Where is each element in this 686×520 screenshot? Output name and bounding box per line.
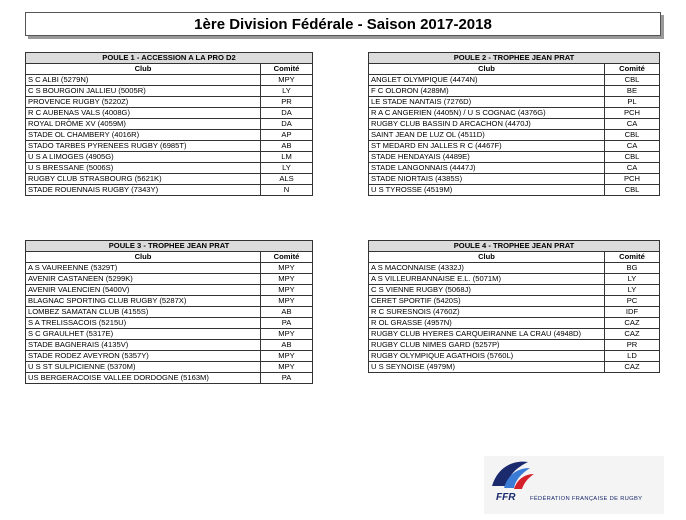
table-row <box>369 340 660 351</box>
table-row <box>26 185 313 196</box>
club-cell: S C ALBI (5279N) <box>26 75 261 86</box>
table-row <box>369 86 660 97</box>
table-row <box>369 119 660 130</box>
club-cell: PROVENCE RUGBY (5220Z) <box>26 97 261 108</box>
comite-cell: AP <box>261 130 313 141</box>
table-row <box>26 163 313 174</box>
ffr-logo-text: FÉDÉRATION FRANÇAISE DE RUGBY <box>530 496 643 502</box>
comite-cell: N <box>261 185 313 196</box>
comite-cell: LD <box>605 351 660 362</box>
table-row <box>369 329 660 340</box>
column-header-comite: Comité <box>605 252 660 263</box>
table-row <box>26 141 313 152</box>
club-cell: BLAGNAC SPORTING CLUB RUGBY (5287X) <box>26 296 261 307</box>
table-row <box>369 296 660 307</box>
club-cell: STADE BAGNERAIS (4135V) <box>26 340 261 351</box>
comite-cell: PA <box>261 318 313 329</box>
comite-cell: MPY <box>261 329 313 340</box>
comite-cell: CAZ <box>605 318 660 329</box>
table-row <box>369 307 660 318</box>
table-row <box>369 141 660 152</box>
table-row <box>369 174 660 185</box>
club-cell: R OL GRASSE (4957N) <box>369 318 605 329</box>
comite-cell: LY <box>261 86 313 97</box>
club-cell: RUGBY CLUB HYERES CARQUEIRANNE LA CRAU (4948D) <box>369 329 605 340</box>
table-row <box>369 163 660 174</box>
table-row <box>369 362 660 373</box>
table-row <box>26 329 313 340</box>
table-row <box>26 285 313 296</box>
comite-cell: MPY <box>261 285 313 296</box>
table-row <box>26 263 313 274</box>
comite-cell: MPY <box>261 296 313 307</box>
club-cell: RUGBY CLUB BASSIN D ARCACHON (4470J) <box>369 119 605 130</box>
club-cell: U S A LIMOGES (4905G) <box>26 152 261 163</box>
table-row <box>369 185 660 196</box>
comite-cell: DA <box>261 108 313 119</box>
club-cell: CERET SPORTIF (5420S) <box>369 296 605 307</box>
club-cell: A S VILLEURBANNAISE E.L. (5071M) <box>369 274 605 285</box>
page-title: 1ère Division Fédérale - Saison 2017-2018 <box>25 12 661 36</box>
club-cell: STADE RODEZ AVEYRON (5357Y) <box>26 351 261 362</box>
ffr-rooster-logo-icon <box>484 456 544 496</box>
comite-cell: IDF <box>605 307 660 318</box>
club-cell: US BERGERACOISE VALLEE DORDOGNE (5163M) <box>26 373 261 384</box>
club-cell: A S MACONNAISE (4332J) <box>369 263 605 274</box>
club-cell: STADO TARBES PYRENEES RUGBY (6985T) <box>26 141 261 152</box>
club-cell: AVENIR VALENCIEN (5400V) <box>26 285 261 296</box>
table-row <box>26 86 313 97</box>
club-cell: ROYAL DRÔME XV (4059M) <box>26 119 261 130</box>
comite-cell: MPY <box>261 263 313 274</box>
club-cell: RUGBY CLUB NIMES GARD (5257P) <box>369 340 605 351</box>
club-cell: S C GRAULHET (5317E) <box>26 329 261 340</box>
club-cell: R A C ANGERIEN (4405N) / U S COGNAC (4376G) <box>369 108 605 119</box>
table-row <box>369 263 660 274</box>
table-row <box>369 97 660 108</box>
table-row <box>369 75 660 86</box>
comite-cell: LM <box>261 152 313 163</box>
comite-cell: MPY <box>261 75 313 86</box>
club-cell: AVENIR CASTANEEN (5299K) <box>26 274 261 285</box>
table-row <box>26 97 313 108</box>
club-cell: RUGBY OLYMPIQUE AGATHOIS (5760L) <box>369 351 605 362</box>
comite-cell: CA <box>605 119 660 130</box>
club-cell: A S VAUREENNE (5329T) <box>26 263 261 274</box>
column-header-club: Club <box>26 252 261 263</box>
table-row <box>26 296 313 307</box>
comite-cell: AB <box>261 340 313 351</box>
table-row <box>26 373 313 384</box>
club-cell: R C SURESNOIS (4760Z) <box>369 307 605 318</box>
table-row <box>26 152 313 163</box>
comite-cell: CBL <box>605 185 660 196</box>
column-header-comite: Comité <box>605 64 660 75</box>
poule-3-table <box>25 240 313 384</box>
comite-cell: CAZ <box>605 362 660 373</box>
poule-title: POULE 2 - TROPHEE JEAN PRAT <box>369 53 660 64</box>
table-row <box>369 274 660 285</box>
club-cell: S A TRELISSACOIS (5215U) <box>26 318 261 329</box>
comite-cell: MPY <box>261 362 313 373</box>
club-cell: R C AUBENAS VALS (4008G) <box>26 108 261 119</box>
club-cell: LE STADE NANTAIS (7276D) <box>369 97 605 108</box>
comite-cell: PCH <box>605 174 660 185</box>
club-cell: STADE NIORTAIS (4385S) <box>369 174 605 185</box>
club-cell: STADE OL CHAMBERY (4016R) <box>26 130 261 141</box>
table-row <box>26 307 313 318</box>
table-row <box>26 318 313 329</box>
club-cell: ANGLET OLYMPIQUE (4474N) <box>369 75 605 86</box>
table-row <box>369 351 660 362</box>
ffr-logo <box>484 456 664 514</box>
table-row <box>369 108 660 119</box>
table-row <box>26 351 313 362</box>
table-row <box>369 130 660 141</box>
table-row <box>26 75 313 86</box>
comite-cell: CA <box>605 163 660 174</box>
poule-title: POULE 4 - TROPHEE JEAN PRAT <box>369 241 660 252</box>
comite-cell: CA <box>605 141 660 152</box>
column-header-comite: Comité <box>261 64 313 75</box>
column-header-club: Club <box>26 64 261 75</box>
column-header-club: Club <box>369 252 605 263</box>
poule-1-table <box>25 52 313 196</box>
comite-cell: CAZ <box>605 329 660 340</box>
poule-title: POULE 3 - TROPHEE JEAN PRAT <box>26 241 313 252</box>
club-cell: SAINT JEAN DE LUZ OL (4511D) <box>369 130 605 141</box>
column-header-club: Club <box>369 64 605 75</box>
comite-cell: BE <box>605 86 660 97</box>
comite-cell: MPY <box>261 274 313 285</box>
poule-4-table <box>368 240 660 373</box>
poule-2-table <box>368 52 660 196</box>
club-cell: ST MEDARD EN JALLES R C (4467F) <box>369 141 605 152</box>
table-row <box>26 340 313 351</box>
comite-cell: CBL <box>605 75 660 86</box>
comite-cell: PR <box>261 97 313 108</box>
club-cell: STADE ROUENNAIS RUGBY (7343Y) <box>26 185 261 196</box>
comite-cell: MPY <box>261 351 313 362</box>
comite-cell: LY <box>605 285 660 296</box>
club-cell: U S SEYNOISE (4979M) <box>369 362 605 373</box>
comite-cell: PA <box>261 373 313 384</box>
comite-cell: CBL <box>605 152 660 163</box>
column-header-comite: Comité <box>261 252 313 263</box>
comite-cell: LY <box>605 274 660 285</box>
poule-title: POULE 1 - ACCESSION A LA PRO D2 <box>26 53 313 64</box>
club-cell: STADE HENDAYAIS (4489E) <box>369 152 605 163</box>
club-cell: U S TYROSSE (4519M) <box>369 185 605 196</box>
comite-cell: LY <box>261 163 313 174</box>
club-cell: STADE LANGONNAIS (4447J) <box>369 163 605 174</box>
comite-cell: PCH <box>605 108 660 119</box>
comite-cell: ALS <box>261 174 313 185</box>
club-cell: C S BOURGOIN JALLIEU (5005R) <box>26 86 261 97</box>
club-cell: U S BRESSANE (5006S) <box>26 163 261 174</box>
comite-cell: AB <box>261 307 313 318</box>
table-row <box>26 119 313 130</box>
table-row <box>26 174 313 185</box>
table-row <box>369 152 660 163</box>
table-row <box>369 285 660 296</box>
table-row <box>26 274 313 285</box>
club-cell: C S VIENNE RUGBY (5068J) <box>369 285 605 296</box>
table-row <box>26 108 313 119</box>
comite-cell: DA <box>261 119 313 130</box>
ffr-logo-letters: FFR <box>496 492 516 503</box>
comite-cell: BG <box>605 263 660 274</box>
comite-cell: AB <box>261 141 313 152</box>
club-cell: LOMBEZ SAMATAN CLUB (4155S) <box>26 307 261 318</box>
club-cell: U S ST SULPICIENNE (5370M) <box>26 362 261 373</box>
comite-cell: PC <box>605 296 660 307</box>
club-cell: RUGBY CLUB STRASBOURG (5621K) <box>26 174 261 185</box>
table-row <box>26 130 313 141</box>
table-row <box>369 318 660 329</box>
comite-cell: PL <box>605 97 660 108</box>
comite-cell: CBL <box>605 130 660 141</box>
table-row <box>26 362 313 373</box>
comite-cell: PR <box>605 340 660 351</box>
club-cell: F C OLORON (4289M) <box>369 86 605 97</box>
